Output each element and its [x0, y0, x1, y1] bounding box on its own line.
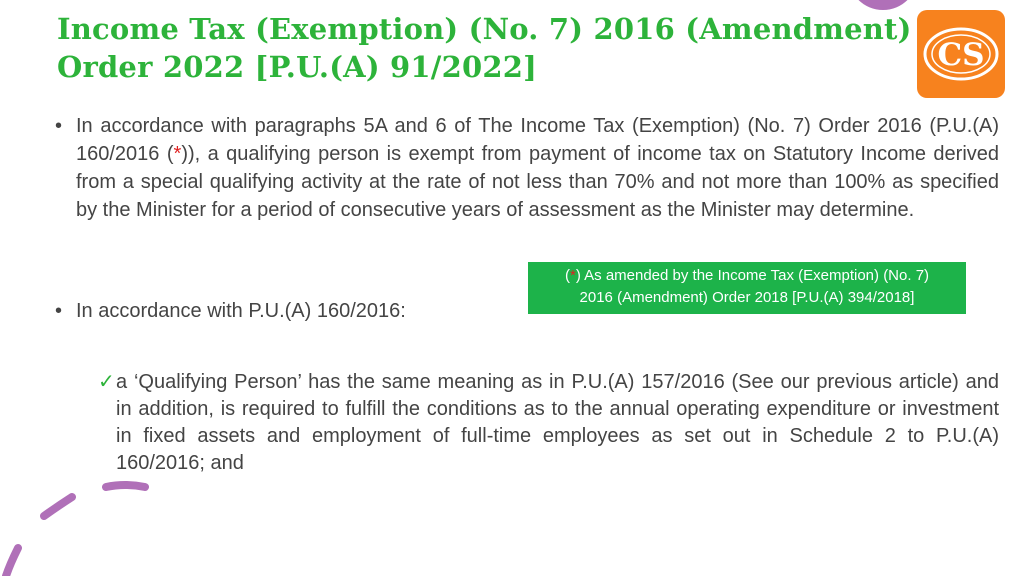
amendment-note-box — [528, 262, 966, 314]
decorative-swoosh — [0, 470, 160, 576]
logo-mark-icon — [917, 10, 1005, 98]
bullet-paragraph-exemption — [55, 112, 999, 224]
footnote-marker: * — [569, 267, 576, 284]
footnote-marker: * — [173, 143, 182, 165]
sub-bullet-qualifying-person — [98, 369, 999, 477]
bullet-text: In accordance with P.U.(A) 160/2016: — [76, 300, 406, 322]
bullet-dot-icon: • — [55, 115, 63, 137]
note-line-1: (*) As amended by the Income Tax (Exemption) (No. 7) — [564, 267, 930, 284]
bullet-dot-icon: • — [55, 300, 63, 322]
bullet-paragraph-pua — [55, 297, 515, 325]
bullet-text-after: )), a qualifying person is exempt from payment of income tax on Statutory Income derived from a special qualifying activity at the rate of not less than 70% and not more than 100% as specified by the Minister for a period of consecutive years of assessment as the Minister may determine. — [76, 143, 1000, 221]
bullet-text-before: In accordance with paragraphs 5A and 6 of The Income Tax (Exemption) (No. 7) Order 2016 (P.U.(A) 160/2016 ( — [76, 115, 999, 165]
logo-text: CS — [937, 37, 985, 73]
decorative-circle — [848, 0, 918, 10]
note-line-2: 2016 (Amendment) Order 2018 [P.U.(A) 394/2018] — [579, 289, 915, 306]
slide-title — [57, 10, 912, 86]
company-logo — [917, 10, 1005, 98]
sub-bullet-text: a ‘Qualifying Person’ has the same meaning as in P.U.(A) 157/2016 (See our previous article) and in addition, is required to fulfill the conditions as to the annual operating expenditure or investment in fixed assets and employment of full-time employees as set out in Schedule 2 to P.U.(A) 160/2016; and — [116, 371, 999, 474]
checkmark-icon: ✓ — [98, 371, 115, 393]
bullet-text — [76, 112, 999, 224]
title-line-1: Income Tax (Exemption) (No. 7) 2016 (Amendment) — [57, 12, 912, 46]
title-line-2: Order 2022 [P.U.(A) 91/2022] — [57, 50, 538, 84]
